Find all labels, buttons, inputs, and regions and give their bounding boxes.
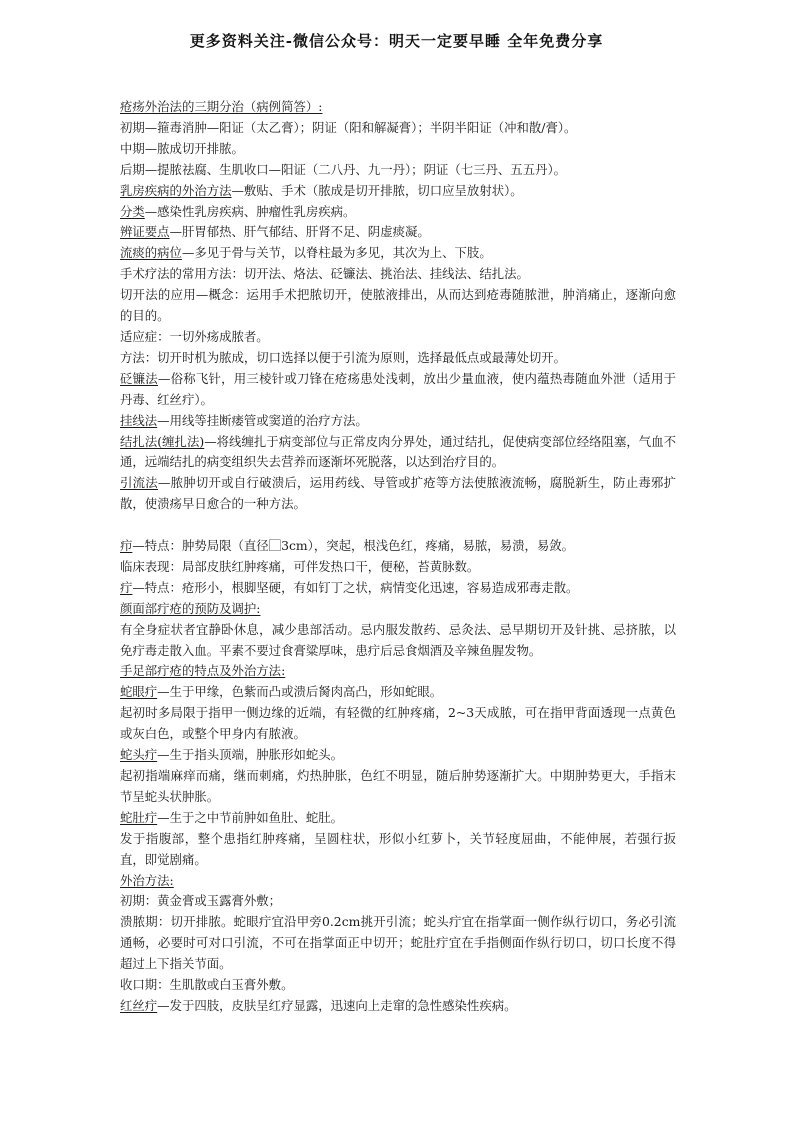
text-line (120, 599, 676, 620)
body-text: —发于四肢，皮肤呈红疗显露，迅速向上走窜的急性感染性疾病。 (157, 997, 517, 1013)
paragraph (120, 703, 676, 745)
underlined-term: 辨证要点 (120, 224, 170, 240)
body-text: 初期—箍毒消肿—阳证（太乙膏）；阴证（阳和解凝膏）；半阴半阳证（冲和散/膏）。 (120, 119, 577, 135)
text-line (120, 682, 676, 703)
text-line (120, 348, 676, 369)
underlined-term: 疖 (120, 538, 133, 554)
paragraph (120, 912, 676, 975)
underlined-term: 引流法 (120, 475, 158, 491)
text-line (120, 118, 676, 139)
underlined-term: 蛇肚疔 (120, 809, 158, 825)
text-line (120, 181, 676, 202)
underlined-term: 外治方法: (120, 872, 174, 888)
text-line (120, 327, 676, 348)
body-text: —生于甲缘，色紫而凸或溃后胬肉高凸，形如蛇眼。 (157, 684, 443, 700)
paragraph (120, 620, 676, 662)
text-line (120, 243, 676, 264)
text-line (120, 996, 676, 1017)
text-line (120, 264, 676, 285)
text-line (120, 975, 676, 996)
body-text: 有全身症状者宜静卧休息，减少患部活动。忌内服发散药、忌灸法、忌早期切开及针挑、忌挤脓，以免疔毒走散入血。平素不要过食膏粱厚味，患疔后忌食烟酒及辛辣鱼腥发物。 (120, 621, 676, 658)
body-text: 初期：黄金膏或玉露膏外敷； (120, 893, 282, 909)
text-line (120, 745, 676, 766)
text-line (120, 160, 676, 181)
body-text: 收口期：生肌散或白玉膏外敷。 (120, 977, 294, 993)
paragraph (120, 432, 676, 474)
text-line (120, 202, 676, 223)
underlined-term: 砭镰法 (120, 370, 158, 386)
body-text: 后期—提脓祛腐、生肌收口—阳证（二八丹、九一丹）；阴证（七三丹、五五丹）。 (120, 161, 567, 177)
text-line (120, 411, 676, 432)
blank-line (120, 515, 676, 536)
body-text: 切开法的应用—概念：运用手术把脓切开，使脓液排出，从而达到疮毒随脓泄，肿消痛止，逐渐向愈的目的。 (120, 287, 676, 324)
underlined-term: 流痰的病位 (120, 245, 182, 261)
document-body (120, 97, 676, 1017)
body-text: —用线等挂断瘘管或窦道的治疗方法。 (157, 412, 368, 428)
paragraph (120, 369, 676, 411)
text-line (120, 557, 676, 578)
body-text: —脓肿切开或自行破溃后，运用药线、导管或扩疮等方法使脓液流畅，腐脱新生，防止毒邪扩散，使溃疡早日愈合的一种方法。 (120, 475, 677, 512)
body-text: 发于指腹部，整个患指红肿疼痛，呈圆柱状，形似小红萝卜，关节轻度屈曲，不能伸展，若强行扳直，即觉剧痛。 (120, 830, 676, 867)
body-text: 适应症：一切外疡成脓者。 (120, 328, 269, 344)
text-line (120, 578, 676, 599)
page-header: 更多资料关注-微信公众号：明天一定要早睡 全年免费分享 (189, 32, 604, 50)
text-line (120, 536, 676, 557)
text-line (120, 871, 676, 892)
text-line (120, 661, 676, 682)
text-line (120, 222, 676, 243)
body-text: —特点：肿势局限（直径⃞3cm），突起，根浅色红，疼痛，易脓，易溃，易敛。 (132, 538, 575, 554)
text-line (120, 891, 676, 912)
underlined-term: 蛇头疔 (120, 747, 158, 763)
underlined-term: 结扎法(缠扎法) (120, 433, 205, 449)
underlined-term: 挂线法 (120, 412, 158, 428)
paragraph (120, 473, 676, 515)
body-text: 中期—脓成切开排脓。 (120, 140, 244, 156)
underlined-term: 疔 (120, 579, 133, 595)
body-text: —特点：疮形小，根脚坚硬，有如钉丁之状，病情变化迅速，容易造成邪毒走散。 (132, 579, 579, 595)
body-text: —多见于骨与关节，以脊柱最为多见，其次为上、下肢。 (181, 245, 492, 261)
body-text: 方法：切开时机为脓成，切口选择以便于引流为原则，选择最低点或最薄处切开。 (120, 349, 567, 365)
paragraph (120, 285, 676, 327)
body-text: 起初指端麻痒而痛，继而刺痛，灼热肿胀，色红不明显，随后肿势逐渐扩大。中期肿势更大，手指末节呈蛇头状肿胀。 (120, 767, 676, 804)
body-text: 起初时多局限于指甲一侧边缘的近端，有轻微的红肿疼痛，2~3天成脓，可在指甲背面透现一点黄色或灰白色，或整个甲身内有脓液。 (120, 705, 676, 742)
body-text: —生于指头顶端，肿胀形如蛇头。 (157, 747, 344, 763)
text-line (120, 139, 676, 160)
body-text: —感染性乳房疾病、肿瘤性乳房疾病。 (144, 203, 356, 219)
body-text: 手术疗法的常用方法：切开法、烙法、砭镰法、挑治法、挂线法、结扎法。 (120, 266, 529, 282)
underlined-term: 颜面部疔疮的预防及调护: (120, 600, 261, 616)
paragraph (120, 766, 676, 808)
underlined-term: 疮疡外治法的三期分治（病例简答）: (120, 99, 323, 114)
body-text: 溃脓期：切开排脓。蛇眼疔宜沿甲旁0.2cm挑开引流；蛇头疔宜在指掌面一侧作纵行切口，务必引流通畅，必要时可对口引流，不可在指掌面正中切开；蛇肚疔宜在手指侧面作纵行切口，切口长度不得超过上下指关节面。 (120, 914, 676, 972)
underlined-term: 乳房疾病的外治方法 (120, 182, 232, 198)
body-text: —将线缠扎于病变部位与正常皮肉分界处，通过结扎，促使病变部位经络阻塞，气血不通，远端结扎的病变组织失去营养而逐渐坏死脱落，以达到治疗目的。 (120, 433, 677, 470)
text-line (120, 808, 676, 829)
underlined-term: 分类 (120, 203, 145, 219)
body-text: —敷贴、手术（脓成是切开排脓，切口应呈放射状）。 (231, 182, 523, 198)
underlined-term: 手足部疔疮的特点及外治方法: (120, 663, 286, 679)
text-line (120, 97, 676, 118)
body-text: —肝胃郁热、肝气郁结、肝肾不足、阴虚痰凝。 (169, 224, 430, 240)
body-text: 临床表现：局部皮肤红肿疼痛，可伴发热口干，便秘，苔黄脉数。 (120, 558, 480, 574)
underlined-term: 蛇眼疔 (120, 684, 158, 700)
paragraph (120, 829, 676, 871)
body-text: —生于之中节前肿如鱼肚、蛇肚。 (157, 809, 344, 825)
underlined-term: 红丝疔 (120, 997, 158, 1013)
body-text: —俗称飞针，用三棱针或刀锋在疮疡患处浅刺，放出少量血液，使内蕴热毒随血外泄（适用于丹毒、红丝疔）。 (120, 370, 677, 407)
